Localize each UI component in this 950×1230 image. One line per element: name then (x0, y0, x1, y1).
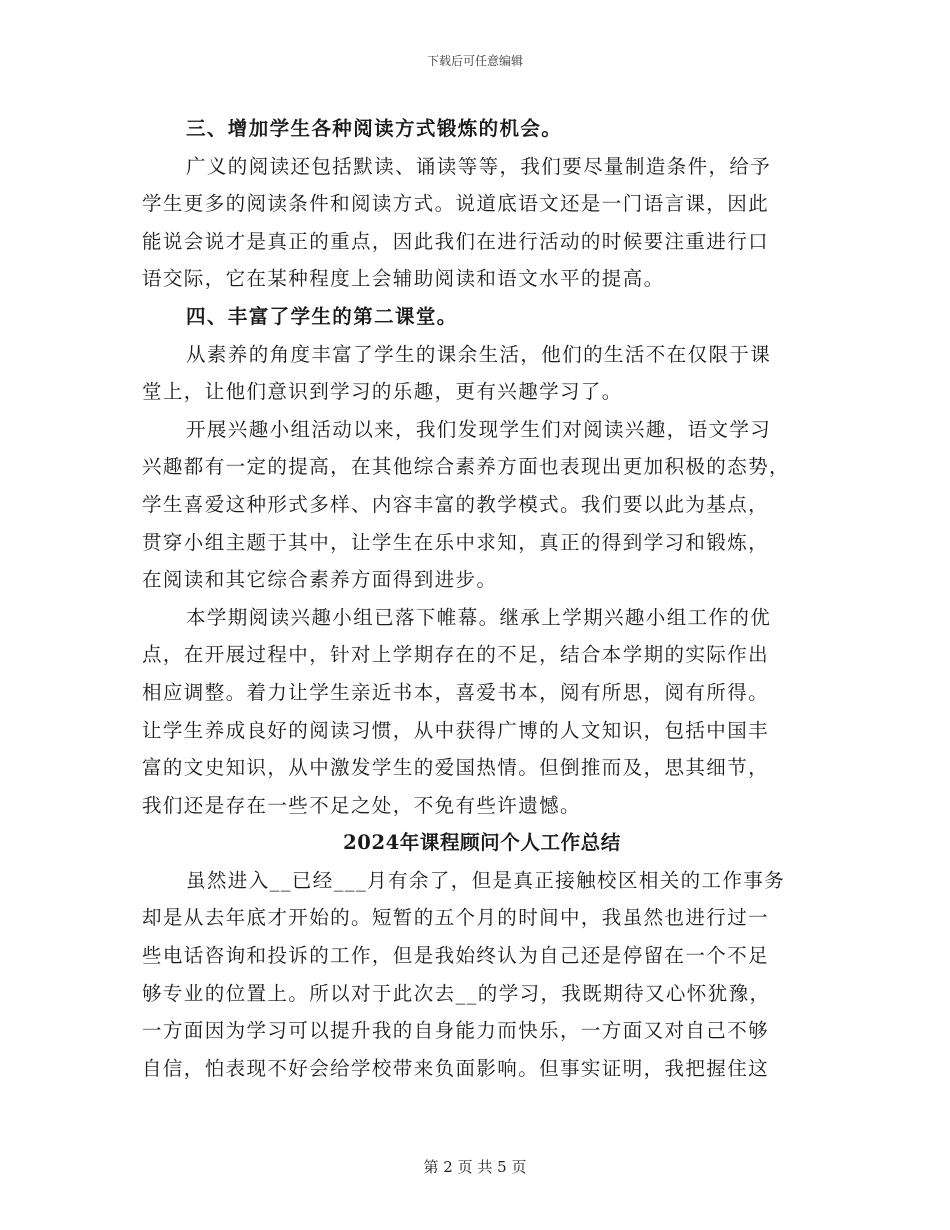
paragraph-line: 让学生养成良好的阅读习惯，从中获得广博的人文知识，包括中国丰 (142, 718, 770, 742)
page-footer: 第 2 页 共 5 页 (423, 1158, 527, 1176)
paragraph-line: 广义的阅读还包括默读、诵读等等，我们要尽量制造条件，给予 (186, 154, 772, 178)
paragraph-line: 学生更多的阅读条件和阅读方式。说道底语文还是一门语言课，因此 (142, 192, 770, 216)
paragraph-line: 语交际，它在某种程度上会辅助阅读和语文水平的提高。 (142, 267, 665, 291)
document-body (142, 110, 822, 1087)
paragraph-line: 从素养的角度丰富了学生的课余生活，他们的生活不在仅限于课 (186, 342, 772, 366)
paragraph-line: 虽然进入__已经___月有余了，但是真正接触校区相关的工作事务 (186, 868, 786, 892)
paragraph-line: 我们还是存在一些不足之处，不免有些许遗憾。 (142, 793, 581, 817)
paragraph-line: 自信，怕表现不好会给学校带来负面影响。但事实证明，我把握住这 (142, 1056, 770, 1080)
paragraph-line: 富的文史知识，从中激发学生的爱国热情。但倒推而及，思其细节， (142, 756, 770, 780)
paragraph-line: 兴趣都有一定的提高，在其他综合素养方面也表现出更加积极的态势， (142, 455, 790, 479)
paragraph-line: 学生喜爱这种形式多样、内容丰富的教学模式。我们要以此为基点， (142, 492, 770, 516)
paragraph-line: 本学期阅读兴趣小组已落下帷幕。继承上学期兴趣小组工作的优 (186, 605, 772, 629)
paragraph-line: 能说会说才是真正的重点，因此我们在进行活动的时候要注重进行口 (142, 229, 770, 253)
document-title: 2024年课程顾问个人工作总结 (343, 831, 621, 855)
paragraph-line: 在阅读和其它综合素养方面得到进步。 (142, 568, 498, 592)
paragraph-line: 一方面因为学习可以提升我的自身能力而快乐，一方面又对自己不够 (142, 1019, 770, 1043)
paragraph-line: 相应调整。着力让学生亲近书本，喜爱书本，阅有所思，阅有所得。 (142, 680, 770, 704)
paragraph-line: 些电话咨询和投诉的工作，但是我始终认为自己还是停留在一个不足 (142, 944, 770, 968)
section-heading-4: 四、丰富了学生的第二课堂。 (186, 304, 458, 328)
paragraph-line: 堂上，让他们意识到学习的乐趣，更有兴趣学习了。 (142, 380, 623, 404)
paragraph-line: 开展兴趣小组活动以来，我们发现学生们对阅读兴趣，语文学习 (186, 417, 772, 441)
paragraph-line: 点，在开展过程中，针对上学期存在的不足，结合本学期的实际作出 (142, 643, 770, 667)
paragraph-line: 却是从去年底才开始的。短暂的五个月的时间中，我虽然也进行过一 (142, 906, 770, 930)
page-header: 下载后可任意编辑 (426, 54, 523, 68)
paragraph-line: 贯穿小组主题于其中，让学生在乐中求知，真正的得到学习和锻炼， (142, 530, 770, 554)
section-heading-3: 三、增加学生各种阅读方式锻炼的机会。 (186, 117, 563, 140)
paragraph-line: 够专业的位置上。所以对于此次去__的学习，我既期待又心怀犹豫， (142, 981, 771, 1005)
